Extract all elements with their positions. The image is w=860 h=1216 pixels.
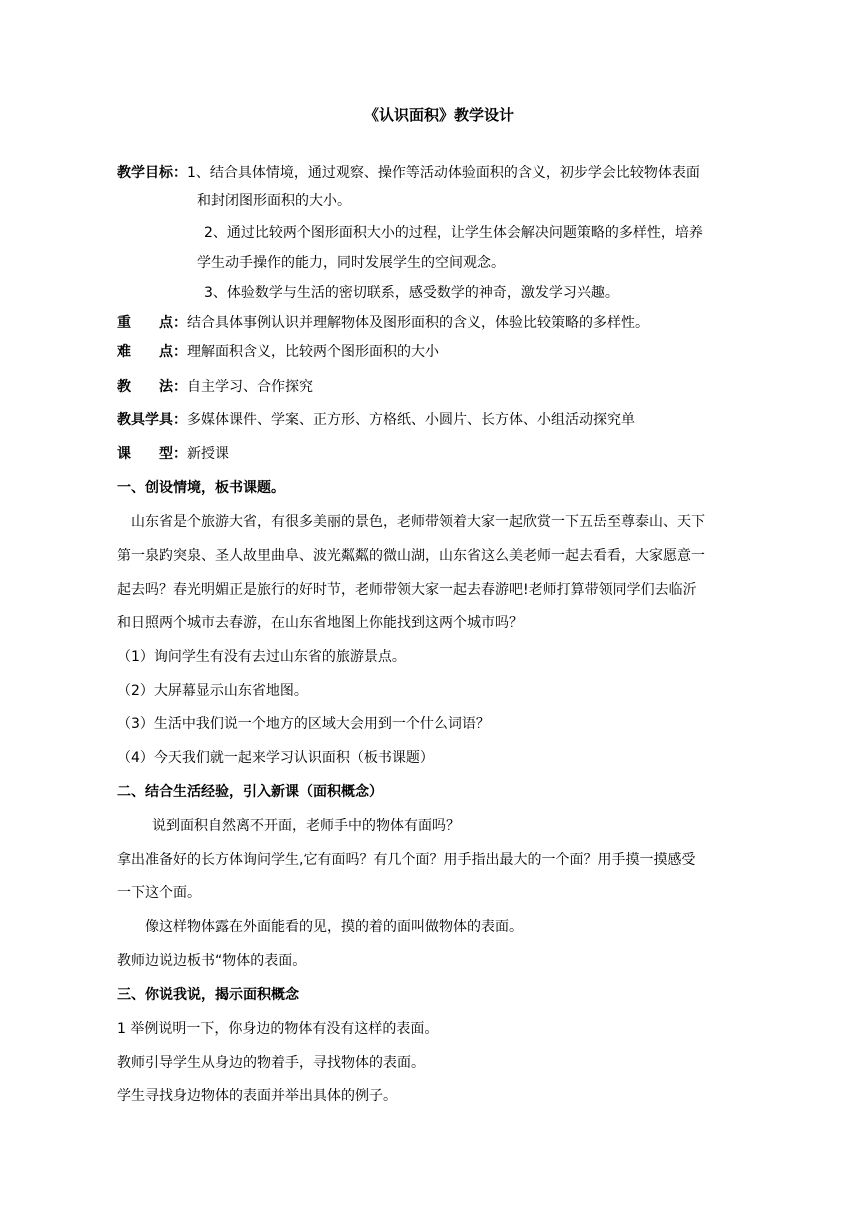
tools-label: 教具学具： [117, 412, 187, 428]
lesson-type-row [117, 444, 229, 464]
method-label: 教 法： [117, 379, 187, 395]
lesson-type-label: 课 型： [117, 446, 187, 462]
key-points-text: 结合具体事例认识并理解物体及图形面积的含义，体验比较策略的多样性。 [187, 315, 649, 331]
section-1-paragraph-line-4: 和日照两个城市去春游，在山东省地图上你能找到这两个城市吗？ [117, 615, 523, 631]
section-1-heading: 一、创设情境，板书课题。 [117, 480, 285, 496]
difficulties-row [117, 342, 439, 362]
section-1-step-4: （4）今天我们就一起来学习认识面积（板书课题） [117, 750, 434, 766]
objective-2-line-2: 学生动手操作的能力，同时发展学生的空间观念。 [197, 255, 505, 271]
section-3-line-3: 学生寻找身边物体的表面并举出具体的例子。 [117, 1088, 397, 1104]
objective-1-line-2: 和封闭图形面积的大小。 [197, 193, 351, 209]
objective-1-line-1: 1、结合具体情境，通过观察、操作等活动体验面积的含义，初步学会比较物体表面 [187, 165, 700, 181]
objectives-row [117, 163, 700, 183]
lesson-type-text: 新授课 [187, 446, 229, 462]
section-1-paragraph-line-3: 起去吗？春光明媚正是旅行的好时节，老师带领大家一起去春游吧!老师打算带领同学们去临沂 [117, 582, 697, 598]
method-text: 自主学习、合作探究 [187, 379, 313, 395]
section-1-paragraph-line-1: 山东省是个旅游大省，有很多美丽的景色，老师带领着大家一起欣赏一下五岳至尊泰山、天下 [131, 514, 705, 530]
section-3-line-2: 教师引导学生从身边的物着手，寻找物体的表面。 [117, 1055, 425, 1071]
section-1-paragraph-line-2: 第一泉趵突泉、圣人故里曲阜、波光粼粼的微山湖，山东省这么美老师一起去看看，大家愿意一 [117, 548, 705, 564]
method-row [117, 377, 313, 397]
section-2-line-5: 教师边说边板书“物体的表面。 [117, 953, 307, 969]
objective-2-line-1: 2、通过比较两个图形面积大小的过程，让学生体会解决问题策略的多样性，培养 [204, 225, 703, 241]
section-2-line-2: 拿出准备好的长方体询问学生,它有面吗？有几个面？用手指出最大的一个面？用手摸一摸感受 [117, 852, 696, 868]
section-2-line-4: 像这样物体露在外面能看的见，摸的着的面叫做物体的表面。 [145, 919, 523, 935]
section-3-heading: 三、你说我说，揭示面积概念 [117, 987, 299, 1003]
objective-3: 3、体验数学与生活的密切联系，感受数学的神奇，激发学习兴趣。 [204, 285, 619, 301]
objectives-label: 教学目标： [117, 165, 187, 181]
section-2-heading: 二、结合生活经验，引入新课（面积概念） [117, 784, 383, 800]
section-1-step-2: （2）大屏幕显示山东省地图。 [117, 683, 308, 699]
key-points-label: 重 点： [117, 315, 187, 331]
tools-row [117, 410, 635, 430]
tools-text: 多媒体课件、学案、正方形、方格纸、小圆片、长方体、小组活动探究单 [187, 412, 635, 428]
section-3-line-1: 1 举例说明一下，你身边的物体有没有这样的表面。 [117, 1021, 439, 1037]
difficulties-label: 难 点： [117, 344, 187, 360]
section-1-step-1: （1）询问学生有没有去过山东省的旅游景点。 [117, 649, 406, 665]
difficulties-text: 理解面积含义，比较两个图形面积的大小 [187, 344, 439, 360]
section-2-line-1: 说到面积自然离不开面，老师手中的物体有面吗？ [152, 818, 460, 834]
document-title: 《认识面积》教学设计 [363, 106, 514, 124]
section-2-line-3: 一下这个面。 [117, 885, 201, 901]
section-1-step-3: （3）生活中我们说一个地方的区域大会用到一个什么词语？ [117, 716, 490, 732]
key-points-row [117, 313, 649, 333]
